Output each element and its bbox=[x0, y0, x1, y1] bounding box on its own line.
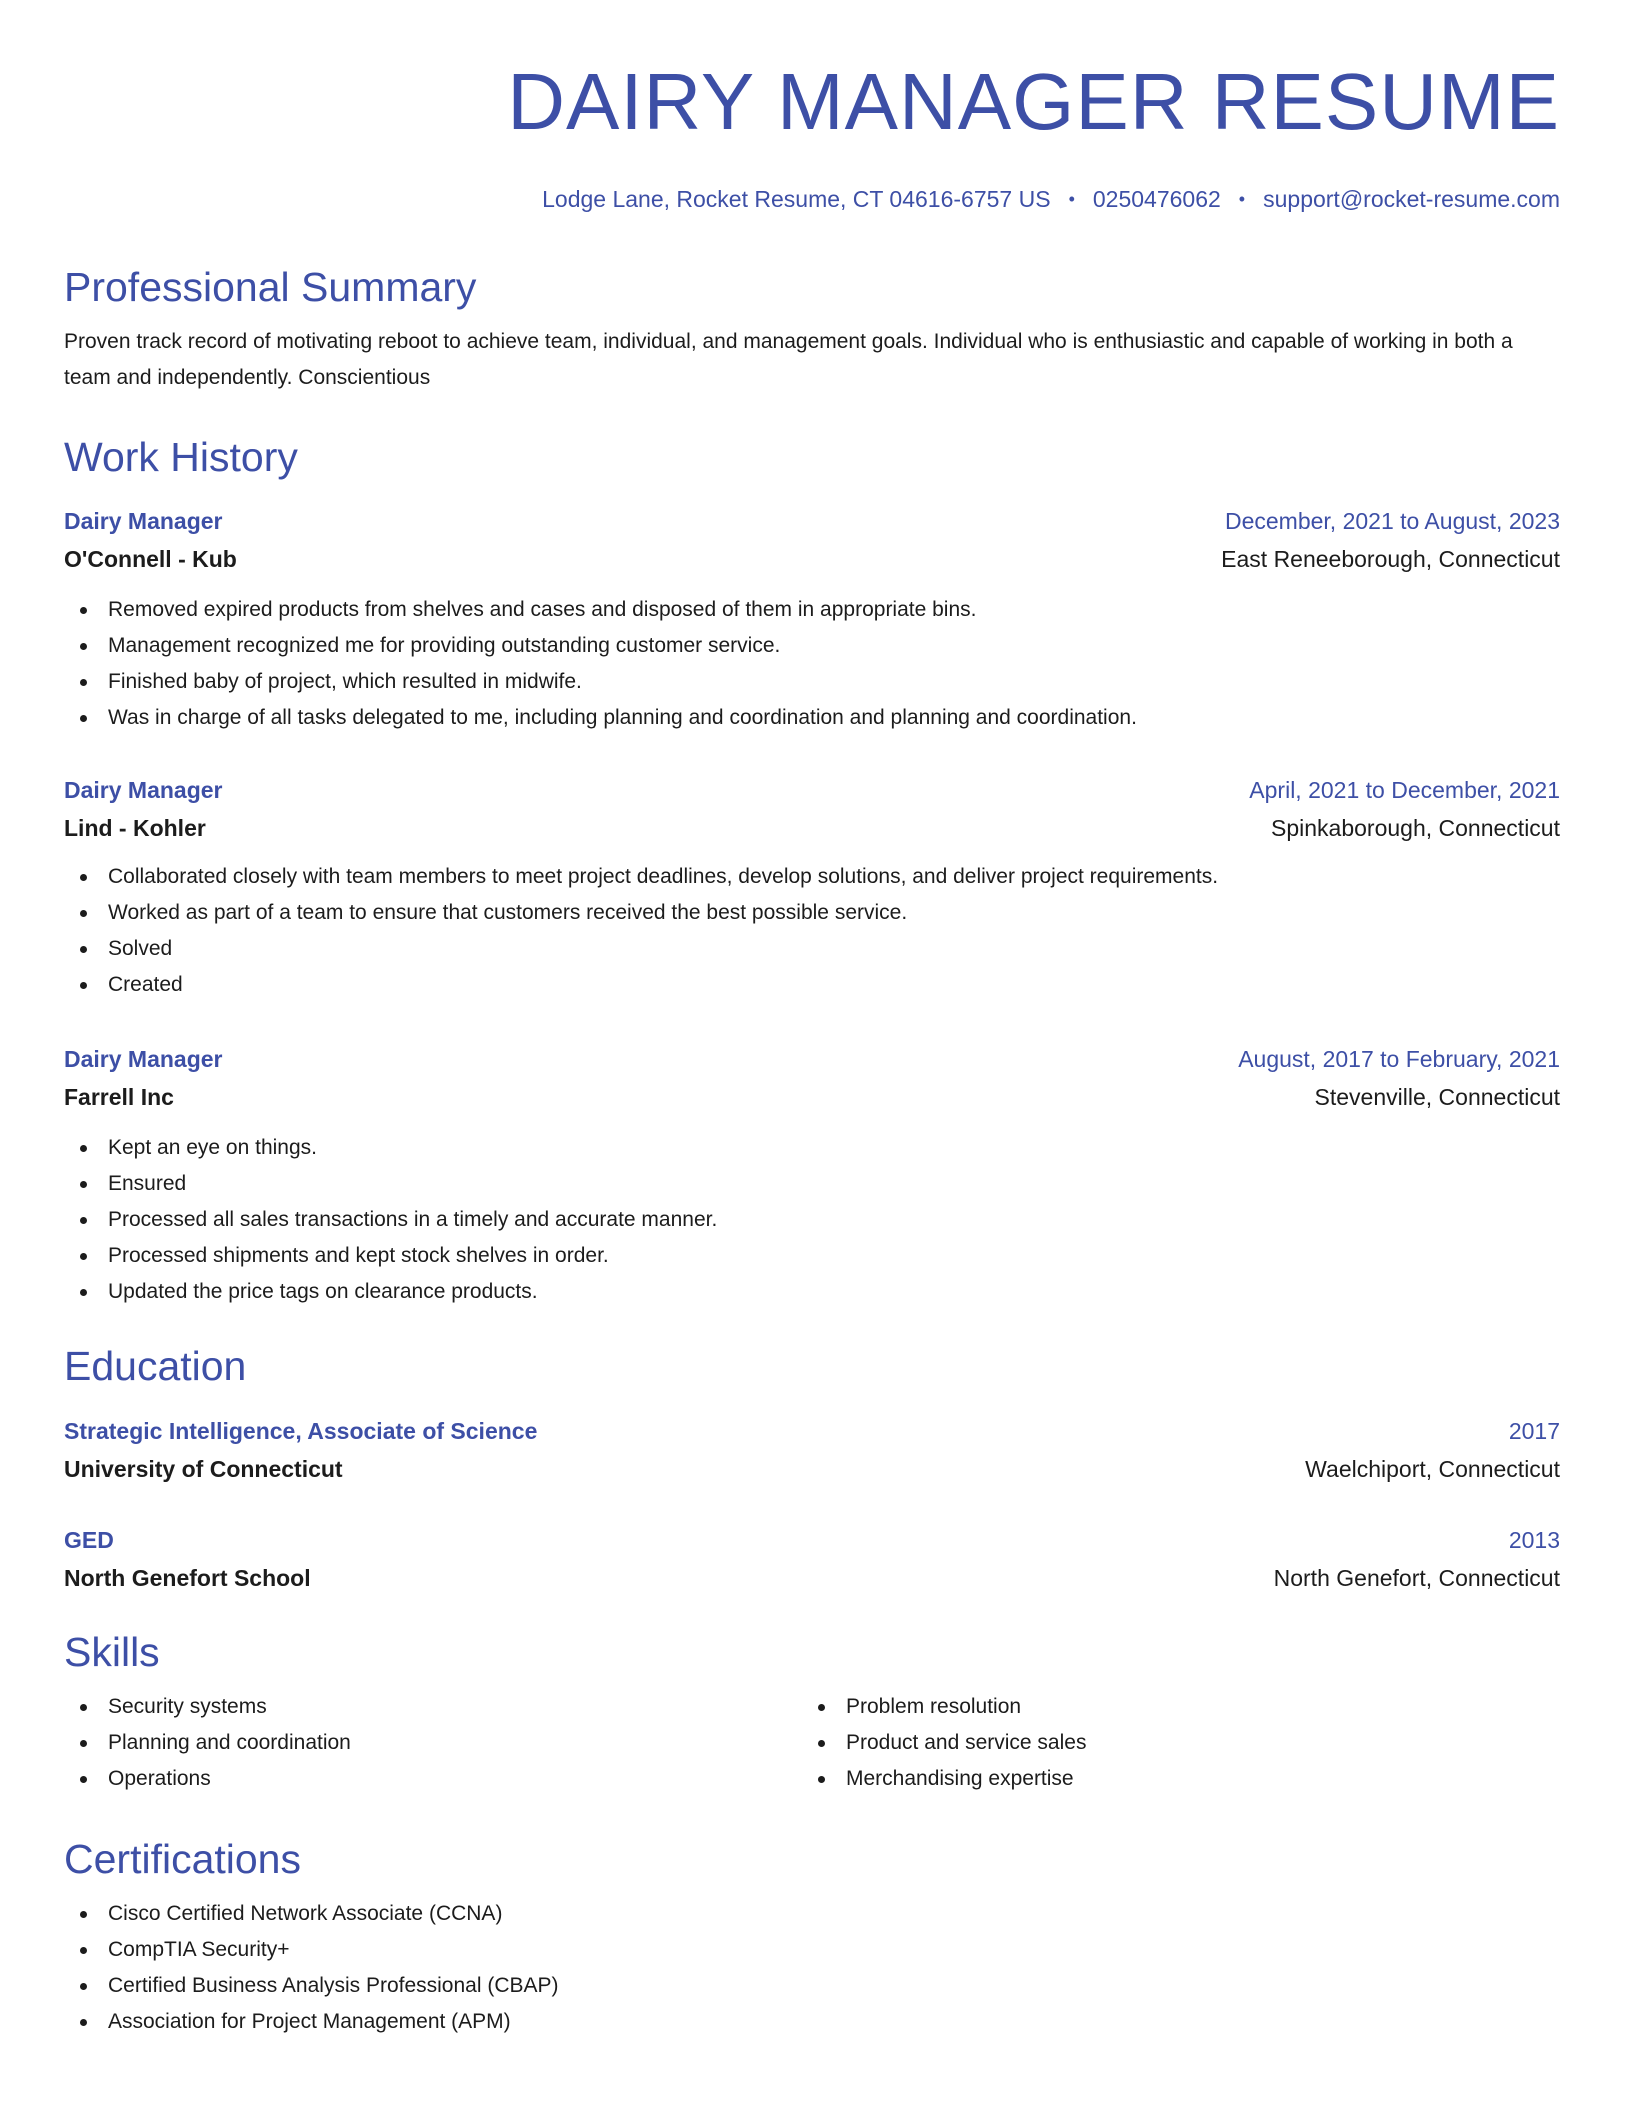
list-item: Security systems bbox=[64, 1689, 802, 1725]
section-heading-certifications: Certifications bbox=[64, 1836, 301, 1882]
work-history-section bbox=[64, 432, 1560, 482]
list-item: Product and service sales bbox=[802, 1725, 1540, 1761]
job-dates: December, 2021 to August, 2023 bbox=[1224, 508, 1560, 534]
list-item: Planning and coordination bbox=[64, 1725, 802, 1761]
education-section bbox=[64, 1341, 1560, 1391]
list-item: Collaborated closely with team members to meet project deadlines, develop solutions, and deliver project requirements. bbox=[64, 859, 1560, 895]
list-item: Processed shipments and kept stock shelves in order. bbox=[64, 1238, 1560, 1274]
summary-text: Proven track record of motivating reboot to achieve team, individual, and management goals. Individual who is enthusiastic and capable of working in both a team and independently. Conscientious bbox=[64, 330, 1513, 389]
education-year: 2013 bbox=[1508, 1527, 1560, 1553]
section-heading-work-history: Work History bbox=[64, 434, 298, 480]
contact-line bbox=[64, 184, 1560, 214]
section-heading-summary: Professional Summary bbox=[64, 264, 477, 310]
job-bullets bbox=[64, 1130, 1560, 1310]
certifications-list bbox=[64, 1896, 1560, 2040]
certifications-section bbox=[64, 1834, 1560, 2040]
education-degree: GED bbox=[64, 1527, 114, 1553]
job-title: Dairy Manager bbox=[64, 508, 223, 534]
list-item: Problem resolution bbox=[802, 1689, 1540, 1725]
education-degree: Strategic Intelligence, Associate of Science bbox=[64, 1418, 538, 1444]
contact-separator: • bbox=[1068, 189, 1075, 209]
skills-columns bbox=[64, 1689, 1560, 1797]
job-location: Spinkaborough, Connecticut bbox=[1271, 815, 1560, 841]
list-item: Operations bbox=[64, 1761, 802, 1797]
resume-page bbox=[64, 0, 1560, 2033]
job-company: Lind - Kohler bbox=[64, 815, 206, 841]
list-item: Cisco Certified Network Associate (CCNA) bbox=[64, 1896, 1560, 1932]
education-entry bbox=[64, 1521, 1560, 1597]
job-location: Stevenville, Connecticut bbox=[1314, 1084, 1560, 1110]
list-item: Was in charge of all tasks delegated to me, including planning and coordination and planning and coordination. bbox=[64, 700, 1560, 736]
contact-address: Lodge Lane, Rocket Resume, CT 04616-6757 US bbox=[542, 186, 1051, 212]
skills-section bbox=[64, 1627, 1560, 1797]
list-item: Created bbox=[64, 967, 1560, 1003]
list-item: CompTIA Security+ bbox=[64, 1932, 1560, 1968]
skills-list-right bbox=[802, 1689, 1540, 1797]
job-title: Dairy Manager bbox=[64, 1046, 223, 1072]
list-item: Processed all sales transactions in a timely and accurate manner. bbox=[64, 1202, 1560, 1238]
job-bullets bbox=[64, 859, 1560, 1003]
job-title: Dairy Manager bbox=[64, 777, 223, 803]
list-item: Ensured bbox=[64, 1166, 1560, 1202]
list-item: Solved bbox=[64, 931, 1560, 967]
list-item: Management recognized me for providing outstanding customer service. bbox=[64, 628, 1560, 664]
list-item: Worked as part of a team to ensure that customers received the best possible service. bbox=[64, 895, 1560, 931]
summary-section bbox=[64, 262, 1560, 396]
job-company: O'Connell - Kub bbox=[64, 546, 237, 572]
contact-phone: 0250476062 bbox=[1092, 186, 1221, 212]
education-year: 2017 bbox=[1508, 1418, 1560, 1444]
section-heading-skills: Skills bbox=[64, 1629, 160, 1675]
education-school: North Genefort School bbox=[64, 1565, 311, 1591]
contact-email[interactable]: support@rocket-resume.com bbox=[1263, 186, 1560, 212]
education-location: North Genefort, Connecticut bbox=[1273, 1565, 1560, 1591]
job-dates: August, 2017 to February, 2021 bbox=[1238, 1046, 1560, 1072]
list-item: Finished baby of project, which resulted in midwife. bbox=[64, 664, 1560, 700]
list-item: Updated the price tags on clearance products. bbox=[64, 1274, 1560, 1310]
job-location: East Reneeborough, Connecticut bbox=[1221, 546, 1560, 572]
list-item: Removed expired products from shelves and cases and disposed of them in appropriate bins. bbox=[64, 592, 1560, 628]
job-entry bbox=[64, 771, 1560, 1003]
skills-list-left bbox=[64, 1689, 802, 1797]
education-entry bbox=[64, 1412, 1560, 1488]
job-entry bbox=[64, 1040, 1560, 1310]
job-company: Farrell Inc bbox=[64, 1084, 174, 1110]
resume-title: DAIRY MANAGER RESUME bbox=[507, 57, 1560, 146]
job-dates: April, 2021 to December, 2021 bbox=[1249, 777, 1560, 803]
job-bullets bbox=[64, 592, 1560, 736]
education-school: University of Connecticut bbox=[64, 1456, 343, 1482]
contact-separator: • bbox=[1238, 189, 1246, 209]
list-item: Merchandising expertise bbox=[802, 1761, 1540, 1797]
job-entry bbox=[64, 502, 1560, 736]
list-item: Association for Project Management (APM) bbox=[64, 2004, 1560, 2040]
list-item: Certified Business Analysis Professional (CBAP) bbox=[64, 1968, 1560, 2004]
list-item: Kept an eye on things. bbox=[64, 1130, 1560, 1166]
education-location: Waelchiport, Connecticut bbox=[1305, 1456, 1560, 1482]
section-heading-education: Education bbox=[64, 1343, 247, 1389]
